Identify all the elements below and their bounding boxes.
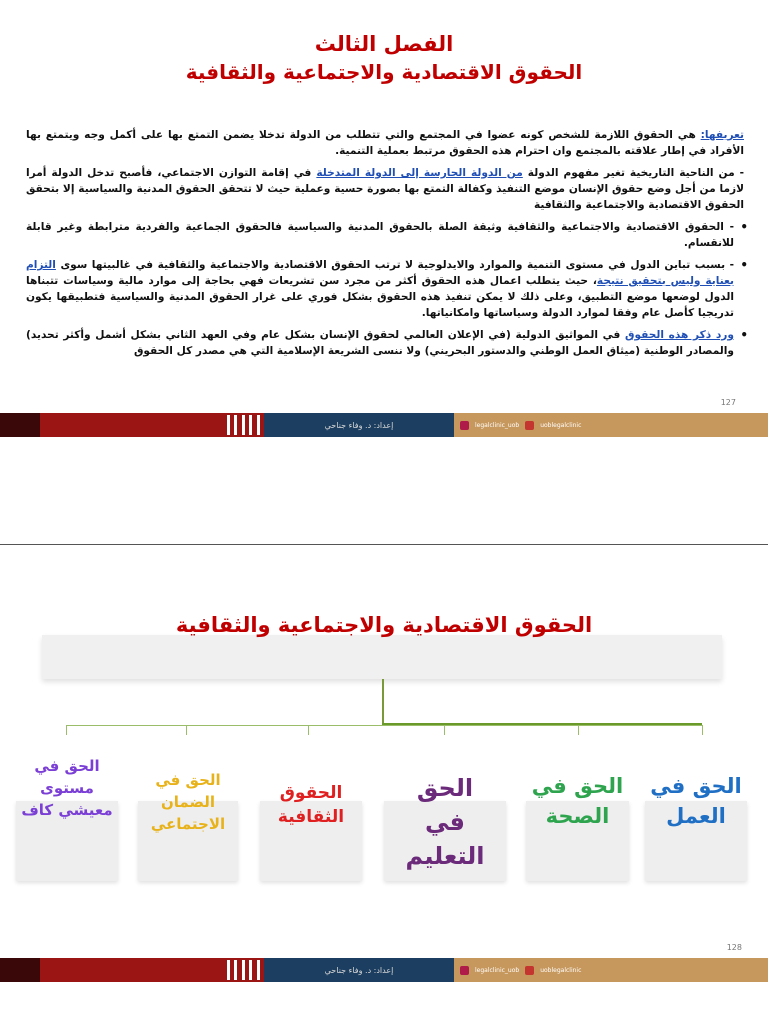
footer-dark-block bbox=[0, 413, 40, 437]
slide-body bbox=[26, 127, 744, 365]
bullet-obligation bbox=[26, 257, 744, 321]
social-handle-1: legalclinic_uob bbox=[475, 421, 520, 429]
chapter-heading: الفصل الثالث bbox=[314, 32, 454, 56]
chapter-subtitle: الحقوق الاقتصادية والاجتماعية والثقافية bbox=[185, 60, 583, 84]
obligation-text-b: ، حيث يتطلب اعمال هذه الحقوق أكثر من مجرد سن تشريعات فهي بحاجة إلى موارد مالية وسياسات تتبناها الدول لوضعها موضع التطبيق، وعلى ذلك لا يمكن تنفيذ هذه الحقوق بشكل فوري على غرار الحقوق المدنية والسياسية فتطبيقها يكون تدريجيا كأصل عام وفقا لموارد الدولة وسياساتها وامكانياتها. bbox=[26, 275, 734, 319]
footer-social bbox=[454, 958, 768, 982]
title-banner bbox=[42, 635, 722, 679]
branch-stem-2 bbox=[578, 725, 579, 735]
footer-author: إعداد: د. وفاء جناحي bbox=[264, 413, 454, 437]
twitter-icon bbox=[525, 421, 534, 430]
label-right-to-education: الحق في التعليم bbox=[405, 774, 485, 870]
instagram-icon bbox=[460, 421, 469, 430]
definition-text: هي الحقوق اللازمة للشخص كونه عضوا في المجتمع والتي تتطلب من الدولة تدخلا يضمن التمتع بها على أكمل وجه ويتمتع بها الأفراد في إطار علاقته بالمجتمع وان احترام هذه الحقوق مرتبط بعملية التنمية. bbox=[26, 129, 744, 157]
interdependence-text: - الحقوق الاقتصادية والاجتماعية والثقافية وثيقة الصلة بالحقوق المدنية والسياسية فالحقوق الجماعية والفردية مترابطة وغير قابلة للانقسام. bbox=[26, 221, 734, 249]
branch-stem-5 bbox=[186, 725, 187, 735]
state-transition-link: من الدولة الحارسة إلى الدولة المتدخلة bbox=[316, 167, 523, 179]
footer-red-block bbox=[40, 413, 222, 437]
chapter-title bbox=[0, 30, 768, 86]
definition-paragraph bbox=[26, 127, 744, 159]
bullet-sources bbox=[26, 327, 744, 359]
obligation-text-a: - بسبب تباين الدول في مستوى التنمية والموارد والايدلوجية لا ترتب الحقوق الاقتصادية والاجتماعية والثقافية في غالبيتها سوى bbox=[55, 259, 734, 271]
instagram-icon bbox=[460, 966, 469, 975]
branch-horizontal bbox=[66, 725, 702, 726]
social-handle-2: uoblegalclinic bbox=[540, 421, 582, 429]
footer-dark-block bbox=[0, 958, 40, 982]
page-number: 128 bbox=[726, 943, 742, 952]
label-cultural-rights: الحقوق الثقافية bbox=[277, 783, 345, 827]
social-handle-1: legalclinic_uob bbox=[475, 966, 520, 974]
slide-footer bbox=[0, 958, 768, 982]
branch-stem-6 bbox=[66, 725, 67, 735]
sources-link: ورد ذكر هذه الحقوق bbox=[625, 329, 734, 341]
footer-red-block bbox=[40, 958, 222, 982]
twitter-icon bbox=[525, 966, 534, 975]
trunk-connector bbox=[382, 679, 384, 725]
label-right-to-work: الحق في العمل bbox=[650, 774, 742, 828]
branch-stem-3 bbox=[444, 725, 445, 735]
footer-author: إعداد: د. وفاء جناحي bbox=[264, 958, 454, 982]
label-social-security: الحق في الضمان الاجتماعي bbox=[150, 771, 226, 833]
footer-stripes bbox=[222, 413, 264, 437]
social-handle-2: uoblegalclinic bbox=[540, 966, 582, 974]
sources-text: في المواثيق الدولية (في الإعلان العالمي لحقوق الإنسان بشكل عام وفي العهد الثاني بشكل أشمل وأكثر تحديد) والمصادر الوطنية (ميثاق العمل الوطني والدستور البحريني) ولا ننسى الشريعة الإسلامية التي هي مصدر كل الحقوق bbox=[26, 329, 734, 357]
slide-footer bbox=[0, 413, 768, 437]
diagram-title: الحقوق الاقتصادية والاجتماعية والثقافية bbox=[175, 613, 593, 637]
history-paragraph bbox=[26, 165, 744, 213]
branch-stem-4 bbox=[308, 725, 309, 735]
label-living-standard: الحق في مستوى معيشي كاف bbox=[21, 757, 113, 819]
slide-128 bbox=[0, 544, 768, 1025]
bullet-interdependence bbox=[26, 219, 744, 251]
history-text-a: - من الناحية التاريخية تغير مفهوم الدولة bbox=[522, 167, 745, 179]
definition-label: تعريفها: bbox=[700, 129, 744, 141]
obligation-link: التزام بعناية وليس بتحقيق نتيجة bbox=[26, 259, 734, 287]
history-text-b: في إقامة التوازن الاجتماعي، فأصبح تدخل الدولة أمرا لازما من أجل وضع حقوق الإنسان موضع التنفيذ وكفالة التمتع بها بصورة حسية وعملية حيث لا تتحقق الحقوق المدنية والسياسية إلا بتحقق الحقوق الاقتصادية والاجتماعية والثقافية bbox=[26, 167, 744, 211]
footer-social bbox=[454, 413, 768, 437]
label-right-to-health: الحق في الصحة bbox=[531, 774, 624, 828]
footer-stripes bbox=[222, 958, 264, 982]
branch-stem-1 bbox=[702, 725, 703, 735]
page-number: 127 bbox=[720, 398, 736, 407]
